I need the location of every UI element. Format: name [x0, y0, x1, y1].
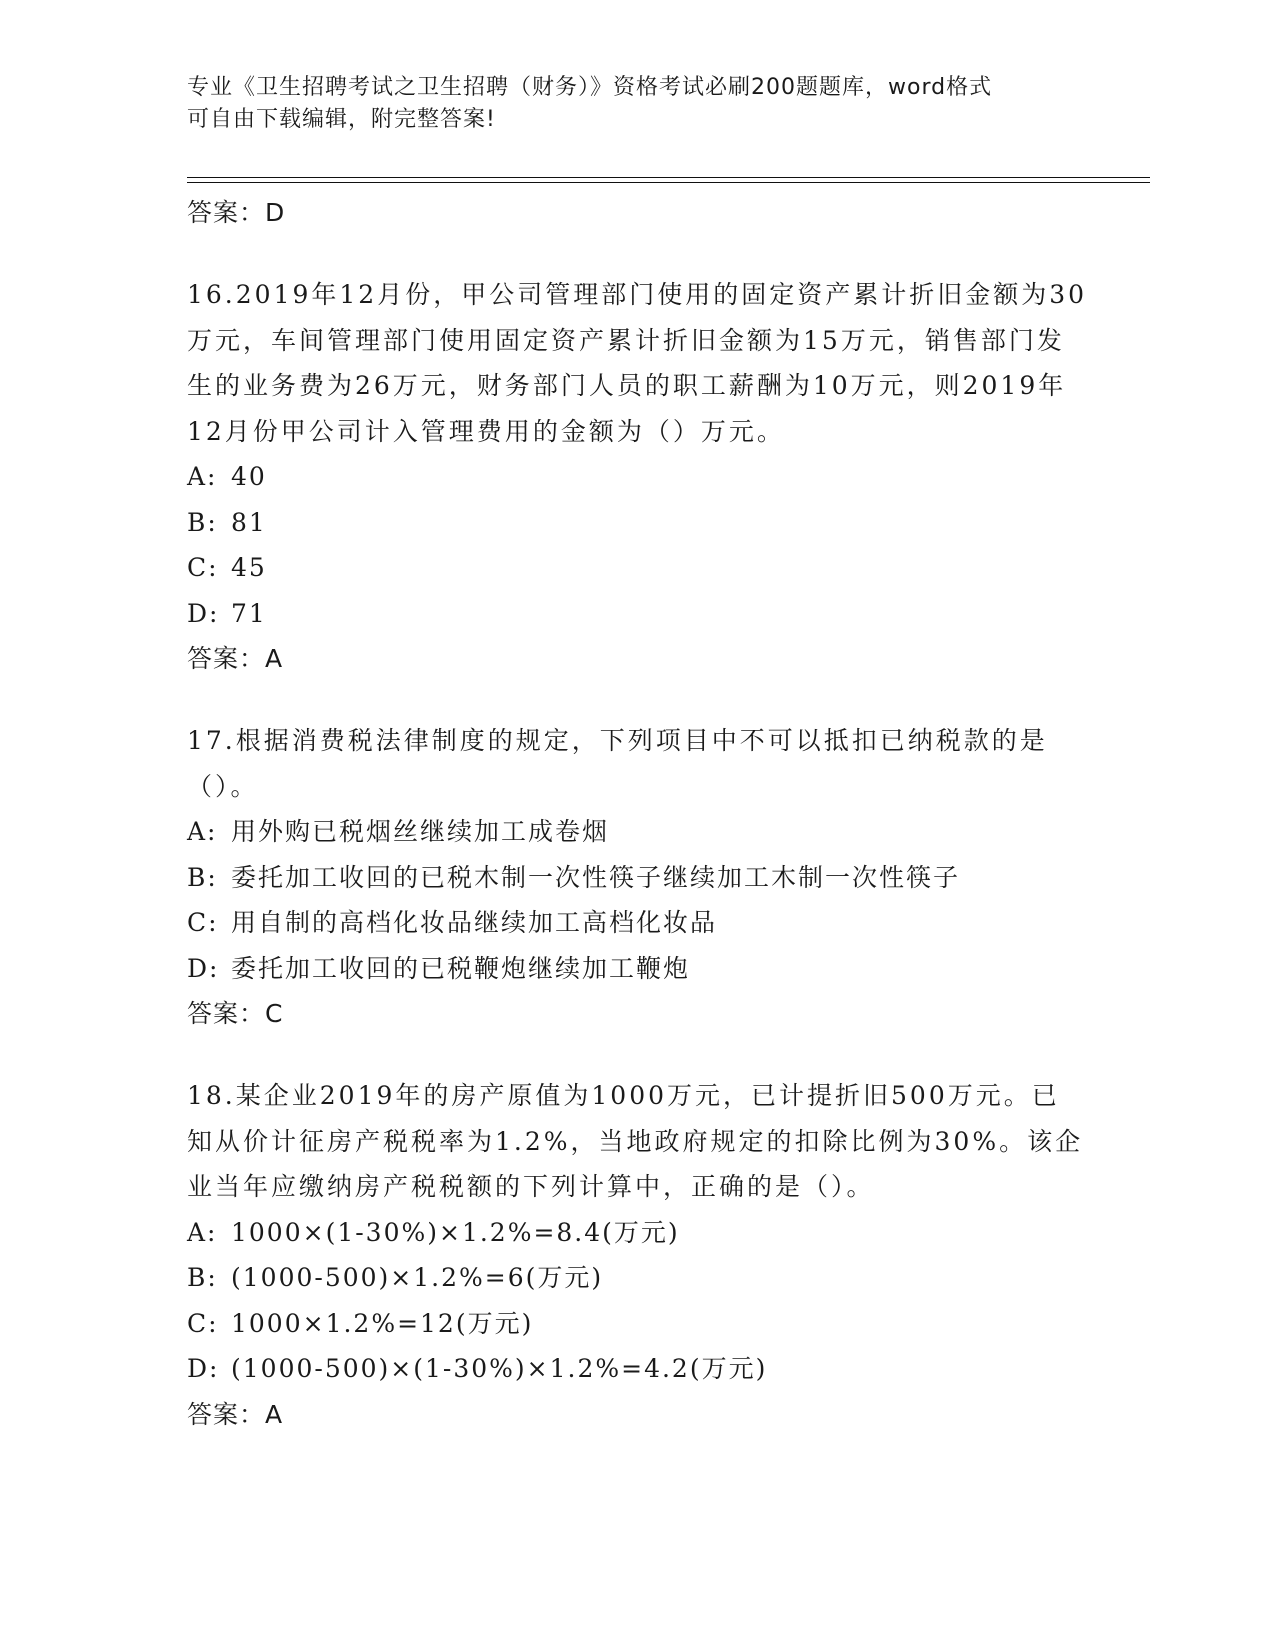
option-letter: C:	[187, 1308, 219, 1338]
question-stem: 18.某企业2019年的房产原值为1000万元，已计提折旧500万元。已知从价计征房产税税率为1.2%，当地政府规定的扣除比例为30%。该企业当年应缴纳房产税税额的下列计算中，正确的是（）。	[187, 1081, 1084, 1201]
previous-answer: 答案：D	[187, 198, 286, 227]
header-line-1: 专业《卫生招聘考试之卫生招聘（财务）》资格考试必刷200题题库，word格式	[187, 75, 993, 100]
option-letter: D:	[187, 598, 220, 628]
option-letter: A:	[187, 1217, 218, 1247]
option-b	[187, 1255, 1087, 1301]
option-a	[187, 809, 1087, 855]
option-a	[187, 1210, 1087, 1256]
option-text: 1000×(1-30%)×1.2%=8.4(万元)	[231, 1217, 680, 1247]
option-letter: C:	[187, 908, 219, 937]
option-letter: C:	[187, 553, 219, 582]
spacer	[187, 236, 1087, 272]
option-letter: B:	[187, 862, 218, 892]
option-text: 40	[231, 462, 267, 491]
option-text: 用外购已税烟丝继续加工成卷烟	[231, 817, 610, 846]
spacer	[187, 1037, 1087, 1073]
header-line-2: 可自由下载编辑，附完整答案!	[187, 107, 496, 132]
header-rule-bottom	[187, 182, 1150, 183]
option-b	[187, 500, 1087, 546]
option-text: 81	[231, 507, 267, 537]
question-answer: 答案：A	[187, 644, 284, 673]
question-answer: 答案：C	[187, 999, 284, 1028]
option-letter: B:	[187, 507, 218, 537]
option-d	[187, 591, 1087, 637]
option-c	[187, 545, 1087, 591]
option-a	[187, 454, 1087, 500]
option-text: 1000×1.2%=12(万元)	[231, 1308, 534, 1338]
option-text: 45	[231, 553, 267, 582]
option-text: 委托加工收回的已税鞭炮继续加工鞭炮	[231, 953, 691, 983]
option-text: (1000-500)×(1-30%)×1.2%=4.2(万元)	[231, 1354, 768, 1383]
option-letter: D:	[187, 1354, 220, 1383]
option-text: 71	[231, 598, 267, 628]
option-d	[187, 1346, 1087, 1392]
option-text: (1000-500)×1.2%=6(万元)	[231, 1263, 604, 1292]
document-header	[187, 72, 1087, 136]
spacer	[187, 682, 1087, 718]
question-18	[187, 1073, 1087, 1438]
option-b	[187, 855, 1087, 901]
option-d	[187, 946, 1087, 992]
option-letter: A:	[187, 817, 218, 846]
question-answer: 答案：A	[187, 1399, 284, 1429]
option-text: 用自制的高档化妆品继续加工高档化妆品	[231, 908, 718, 937]
option-letter: D:	[187, 953, 220, 983]
option-letter: B:	[187, 1263, 218, 1292]
document-body	[187, 190, 1087, 1438]
question-17	[187, 718, 1087, 1037]
option-c	[187, 900, 1087, 946]
question-stem: 16.2019年12月份，甲公司管理部门使用的固定资产累计折旧金额为30万元，车间管理部门使用固定资产累计折旧金额为15万元，销售部门发生的业务费为26万元，财务部门人员的职工薪酬为10万元，则2019年12月份甲公司计入管理费用的金额为（）万元。	[187, 280, 1088, 446]
option-text: 委托加工收回的已税木制一次性筷子继续加工木制一次性筷子	[231, 862, 961, 892]
header-rule-top	[187, 177, 1150, 178]
question-16	[187, 272, 1087, 682]
option-letter: A:	[187, 462, 218, 491]
question-stem: 17.根据消费税法律制度的规定，下列项目中不可以抵扣已纳税款的是（）。	[187, 726, 1048, 801]
option-c	[187, 1301, 1087, 1347]
